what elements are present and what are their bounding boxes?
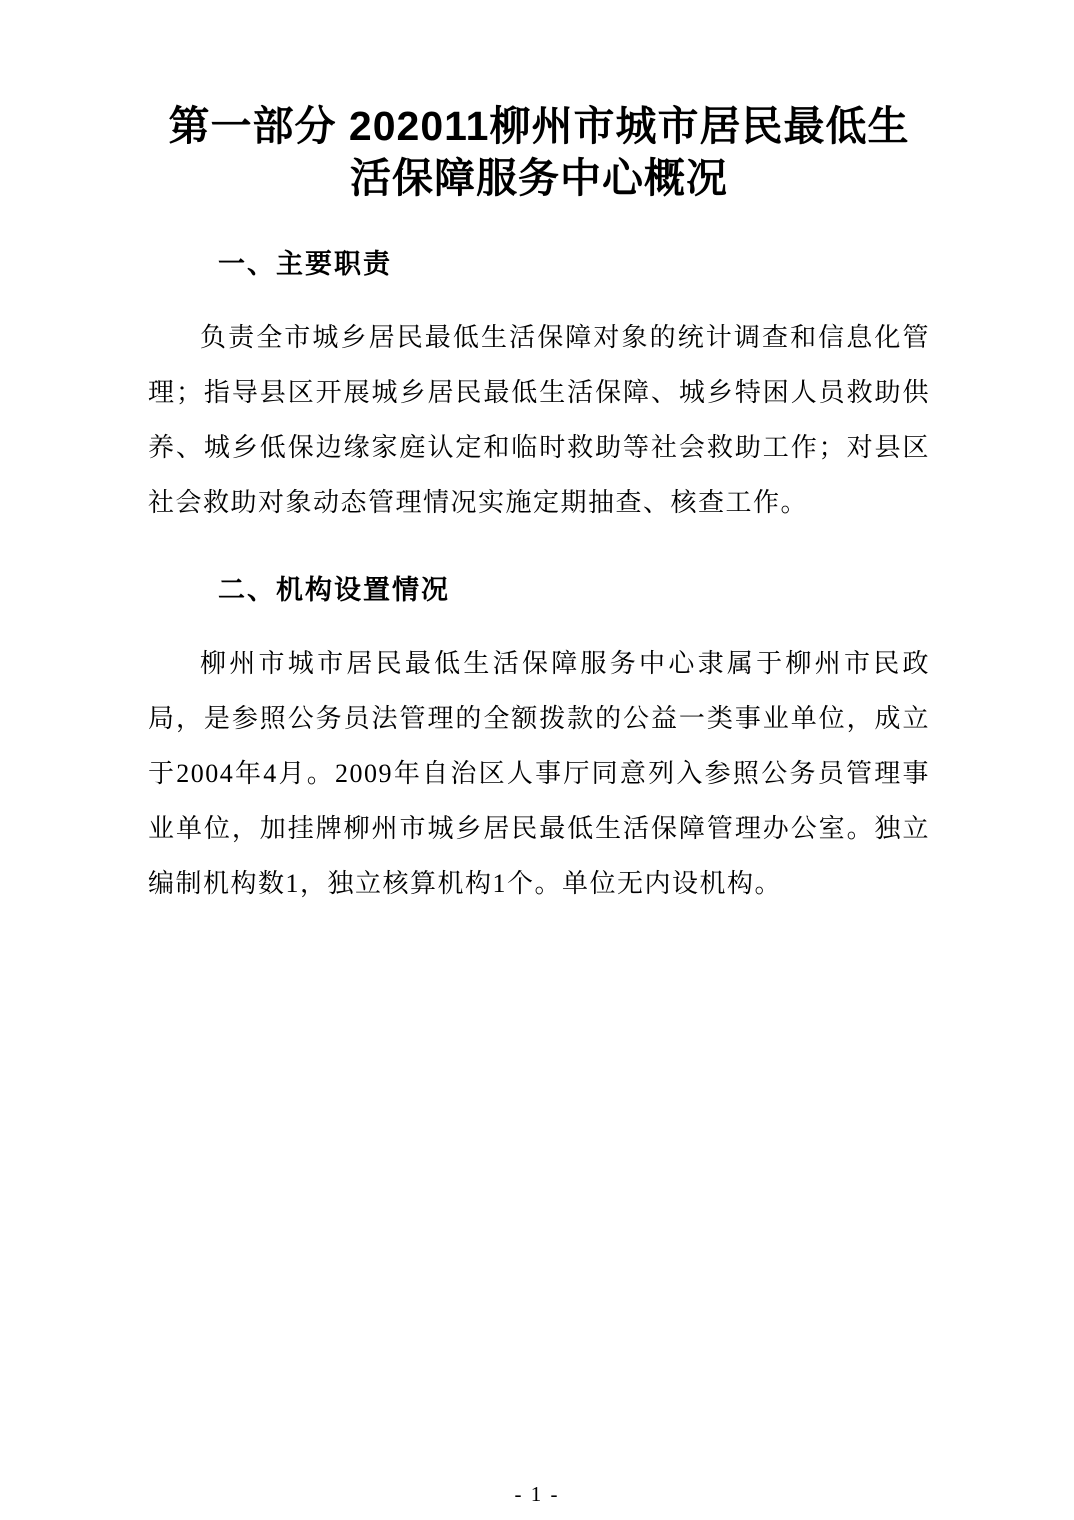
page-number: - 1 - xyxy=(514,1482,560,1506)
section-body-main-duties: 负责全市城乡居民最低生活保障对象的统计调查和信息化管理；指导县区开展城乡居民最低生活保障、城乡特困人员救助供养、城乡低保边缘家庭认定和临时救助等社会救助工作；对县区社会救助对象动态管理情况实施定期抽查、核查工作。 xyxy=(148,323,930,517)
section-body-org-setup: 柳州市城市居民最低生活保障服务中心隶属于柳州市民政局，是参照公务员法管理的全额拨款的公益一类事业单位，成立于2004年4月。2009年自治区人事厅同意列入参照公务员管理事业单位，加挂牌柳州市城乡居民最低生活保障管理办公室。独立编制机构数1，独立核算机构1个。单位无内设机构。 xyxy=(148,649,930,898)
section-main-duties xyxy=(148,246,930,530)
section-heading-org-setup: 二、机构设置情况 xyxy=(218,575,450,605)
page-title: 第一部分 202011柳州市城市居民最低生活保障服务中心概况 xyxy=(168,103,910,201)
section-org-setup xyxy=(148,572,930,911)
section-heading-main-duties: 一、主要职责 xyxy=(218,249,392,279)
